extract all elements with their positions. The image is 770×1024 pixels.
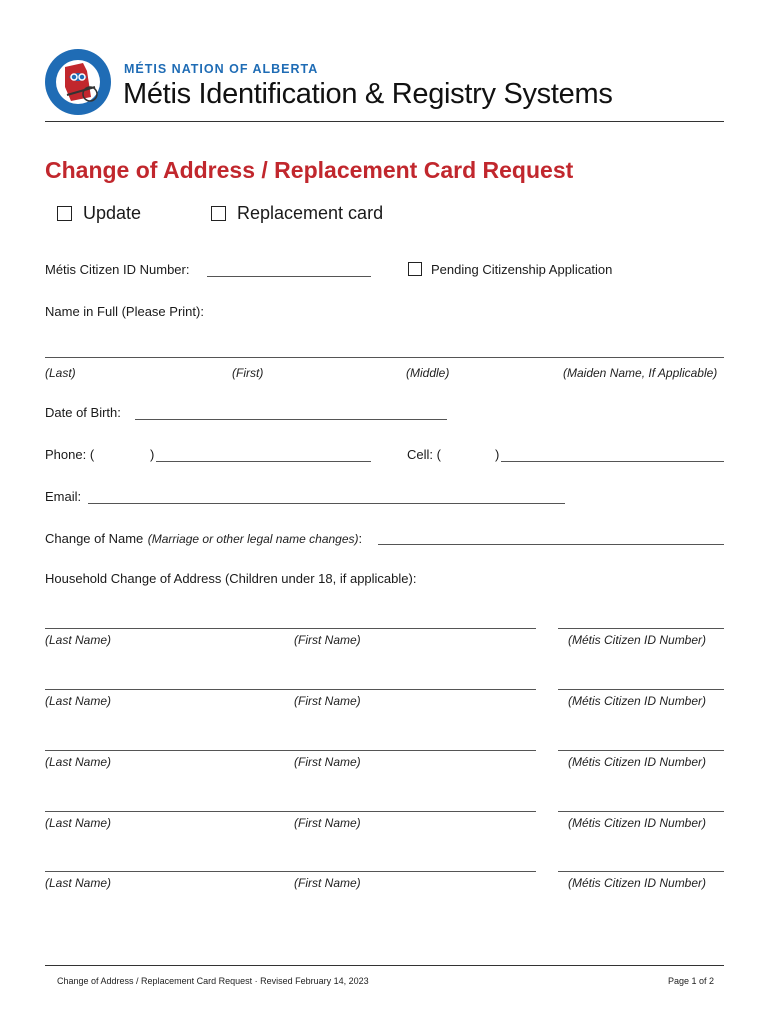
household-name-field[interactable]: [45, 811, 536, 812]
footer-divider: [45, 965, 724, 966]
system-name: Métis Identification & Registry Systems: [123, 78, 613, 110]
household-label: Household Change of Address (Children under 18, if applicable):: [45, 571, 417, 586]
full-name-label: Name in Full (Please Print):: [45, 304, 204, 319]
household-name-field[interactable]: [45, 750, 536, 751]
household-name-field[interactable]: [45, 871, 536, 872]
cell-field[interactable]: [501, 461, 724, 462]
household-first-caption: (First Name): [294, 876, 361, 890]
citizen-id-field[interactable]: [207, 276, 371, 277]
household-last-caption: (Last Name): [45, 876, 112, 890]
date-of-birth-field[interactable]: [135, 419, 447, 420]
household-id-field[interactable]: [558, 871, 724, 872]
household-name-field[interactable]: [45, 689, 536, 690]
cell-paren: ): [495, 447, 500, 462]
form-title: Change of Address / Replacement Card Request: [45, 157, 574, 183]
household-id-caption: (Métis Citizen ID Number): [568, 633, 707, 647]
phone-label: Phone: (: [45, 447, 95, 462]
household-id-caption: (Métis Citizen ID Number): [568, 876, 707, 890]
first-name-caption: (First): [232, 366, 264, 380]
household-last-caption: (Last Name): [45, 816, 112, 830]
date-of-birth-label: Date of Birth:: [45, 405, 121, 420]
last-name-caption: (Last): [45, 366, 76, 380]
email-field[interactable]: [88, 503, 565, 504]
middle-name-caption: (Middle): [406, 366, 450, 380]
change-of-name-label: Change of Name: [45, 531, 144, 546]
phone-field[interactable]: [156, 461, 371, 462]
citizen-id-label: Métis Citizen ID Number:: [45, 262, 190, 277]
household-last-caption: (Last Name): [45, 694, 112, 708]
maiden-name-caption: (Maiden Name, If Applicable): [563, 366, 718, 380]
household-name-field[interactable]: [45, 628, 536, 629]
pending-citizenship-label: Pending Citizenship Application: [431, 262, 613, 277]
household-first-caption: (First Name): [294, 755, 361, 769]
change-of-name-field[interactable]: [378, 544, 724, 545]
household-id-caption: (Métis Citizen ID Number): [568, 816, 707, 830]
change-of-name-colon: :: [358, 531, 363, 546]
household-last-caption: (Last Name): [45, 633, 112, 647]
update-checkbox[interactable]: [57, 206, 72, 221]
phone-paren: ): [150, 447, 155, 462]
pending-citizenship-checkbox[interactable]: [408, 262, 422, 276]
cell-label: Cell: (: [407, 447, 441, 462]
household-first-caption: (First Name): [294, 694, 361, 708]
household-first-caption: (First Name): [294, 633, 361, 647]
change-of-name-note: (Marriage or other legal name changes): [147, 532, 359, 546]
page-number: Page 1 of 2: [667, 976, 714, 986]
update-label: Update: [83, 203, 142, 223]
header-divider: [45, 121, 724, 122]
organization-name: MÉTIS NATION OF ALBERTA: [124, 62, 319, 76]
household-id-caption: (Métis Citizen ID Number): [568, 755, 707, 769]
replacement-card-label: Replacement card: [237, 203, 384, 223]
metis-nation-logo: [43, 47, 113, 117]
full-name-field[interactable]: [45, 357, 724, 358]
household-last-caption: (Last Name): [45, 755, 112, 769]
replacement-card-checkbox[interactable]: [211, 206, 226, 221]
footer-revision-text: Change of Address / Replacement Card Request · Revised February 14, 2023: [57, 976, 369, 986]
household-id-field[interactable]: [558, 689, 724, 690]
change-of-name-label-group: [45, 530, 362, 548]
household-id-field[interactable]: [558, 750, 724, 751]
household-id-caption: (Métis Citizen ID Number): [568, 694, 707, 708]
email-label: Email:: [45, 489, 82, 504]
household-first-caption: (First Name): [294, 816, 361, 830]
household-id-field[interactable]: [558, 628, 724, 629]
household-id-field[interactable]: [558, 811, 724, 812]
